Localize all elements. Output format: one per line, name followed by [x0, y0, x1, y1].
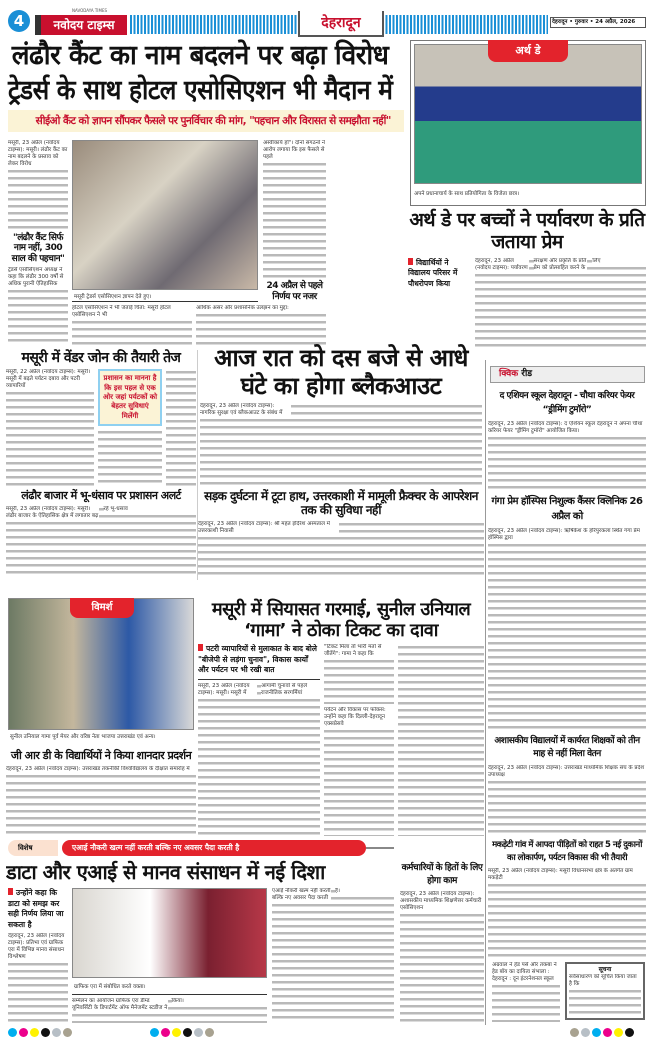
lead-photo [72, 140, 258, 290]
ai-banner: एआई नौकरी खत्म नहीं करती बल्कि नए अवसर पैदा करती है [72, 843, 240, 852]
ai-col-1 [8, 888, 68, 1023]
registration-marks-left [8, 1028, 72, 1037]
ai-headline-box [6, 859, 396, 885]
gama-bullet: पटरी व्यापारियों से मुलाकात के बाद बोले "बीजेपी से लड़ंगा चुनाव", विकास कार्यों और पर्यटन पर भी रखी बात [198, 644, 320, 676]
quick-read-label-b: रीड [521, 369, 533, 379]
masthead-small: NAVODAYA TIMES [72, 8, 108, 13]
quick-item-3-body: देहरादून, 23 अप्रैल (नवोदय टाइम्स): उत्तराखंड माध्यमिक शिक्षक संघ के प्रदेश उपाध्यक्ष [488, 765, 646, 835]
quick-read-header [490, 366, 645, 383]
ai-caption: ग्राफिक एरा में संबोधित करते वक्ता। [74, 984, 146, 990]
lead-subhead-2: 24 अप्रैल से पहले निर्णय पर नजर [266, 281, 323, 302]
ai-banner-box [62, 840, 366, 856]
lead-photo-caption: मसूरी ट्रेडर्स एसोसिएशन ज्ञापन देते हुए। [74, 294, 152, 300]
earthday-bullet: विद्यार्थियों ने विद्यालय परिसर में पौधरोपण किया [408, 258, 470, 347]
lead-subhead-band [8, 110, 404, 132]
gama-story [198, 600, 484, 836]
grd-headline: जी आर डी के विद्यार्थियों ने किया शानदार प्रदर्शन [10, 749, 192, 762]
accident-body: देहरादून, 23 अप्रैल (नवोदय टाइम्स): श्री महंत इंदिरेश अस्पताल में उत्तरकाशी निवासी [198, 521, 484, 578]
page-number: 4 [8, 10, 30, 32]
ai-label: विशेष [8, 840, 58, 856]
quick-bottom-body: अग्रवाल ने हेड पर्स और तकबा ने हेड बॉय का दायित्व संभाला : देहरादून : दून इंटरनेशनल स्कूल [492, 962, 560, 1022]
gama-headline: मसूरी में सियासत गरमाई, सुनील उनियाल ‘गामा’ ने ठोका टिकट का दावा [211, 599, 471, 641]
earthday-story [408, 210, 646, 347]
vendor-columns [6, 369, 196, 487]
lead-body-3: अस्वीकार्य हो"। दोनों संगठनों ने आरोप लगाया कि इस फैसले से पहले [263, 140, 326, 278]
gama-body-col [398, 644, 484, 836]
landour-headline: लंढौर बाजार में भू-धंसाव पर प्रशासन अलर्ट [21, 489, 181, 502]
quick-item-2-body: देहरादून, 23 अप्रैल (नवोदय टाइम्स): ऋषिकेश के हरिपुरकलां स्थित गंगा प्रेम हॉस्पिस द्वारा [488, 528, 646, 731]
registration-marks-right [570, 1028, 634, 1037]
vimarsh-caption: सुनील उनियाल गामा पूर्व मेयर और वरिष्ठ नेता भाजपा उत्तराखंड एवं अन्य। [10, 734, 156, 740]
vendor-callout-col [98, 369, 162, 487]
vendor-story [6, 350, 196, 487]
quick-read-list [488, 390, 646, 958]
staff-story [400, 862, 484, 1022]
accident-story [198, 490, 484, 578]
quick-item-4-body: मसूरी, 23 अप्रैल (नवोदय टाइम्स): मसूरी विधानसभा क्षेत्र के अंतर्गत ग्राम मकड़ेटी [488, 868, 646, 958]
earthday-body: देहरादून, 23 अप्रैल (नवोदय टाइम्स): पर्यावरण संरक्षण और प्रकृति के प्रति प्रेम को प्रोत्साहित करने के लिए [475, 258, 646, 347]
lead-headline-block [8, 40, 404, 132]
vimarsh-tab: विमर्श [70, 598, 134, 618]
gama-body: मसूरी, 23 अप्रैल (नवोदय टाइम्स): मसूरी। मसूरी में आगामी चुनावों से पहले राजनीतिक सरगर्मियां [198, 683, 320, 836]
lead-headline-1: लंढौर कैंट का नाम बदलने पर बढ़ा विरोध [11, 40, 389, 71]
notice-body: सर्वसाधारण को सूचित किया जाता है कि [569, 974, 641, 1016]
earthday-tab: अर्थ डे [488, 40, 568, 62]
staff-headline: कर्मचारियों के हितों के लिए होगा काम [401, 863, 483, 887]
earthday-headline: अर्थ डे पर बच्चों ने पर्यावरण के प्रति जताया प्रेम [409, 209, 645, 253]
quick-item-4-headline: मकड़ेटी गांव में आपदा पीड़ितों को राहत 5 नई दुकानों का लोकार्पण, पर्यटन विकास की भी तैयारी [492, 840, 642, 863]
staff-body: देहरादून, 23 अप्रैल (नवोदय टाइम्स): अशासकीय माध्यमिक शिक्षणेत्तर कर्मचारी एसोसिएशन [400, 891, 484, 1022]
ai-body-3: सम्मेलन का आयोजन ग्राफिक एरा डीम्ड यूनिवर्सिटी के डिपार्टमेंट ऑफ मैनेजमेंट स्टडीज ने किया। [72, 998, 267, 1023]
dateline: देहरादून • गुरुवार • 24 अप्रैल, 2026 [550, 17, 646, 28]
earthday-caption: अपने प्रधानाचार्य के साथ प्रतियोगिता के विजेता छात्र। [414, 191, 520, 197]
lead-col-3 [263, 140, 326, 302]
notice-box [565, 962, 645, 1020]
grd-story [6, 750, 196, 834]
blackout-headline: आज रात को दस बजे से आधे घंटे का होगा ब्लैकआउट [214, 344, 468, 400]
ai-headline: डाटा और एआई से मानव संसाधन में नई दिशा [6, 860, 325, 884]
landour-body: मसूरी, 23 अप्रैल (नवोदय टाइम्स): मसूरी। लंढौर बाजार के ऐतिहासिक क्षेत्र में लगातार बढ़ रहे भू-धंसाव [6, 506, 196, 576]
earthday-photo-box [410, 40, 646, 206]
gama-col-2 [324, 644, 394, 836]
vendor-body: मसूरी, 22 अप्रैल (नवोदय टाइम्स): मसूरी। मसूरी में बढ़ते पर्यटन दबाव और पटरी व्यापारियों [6, 369, 94, 487]
lead-subhead: सीईओ कैंट को ज्ञापन सौंपकर फैसले पर पुनर्विचार की मांग, "पहचान और विरासत से समझौता नहीं" [35, 115, 391, 127]
ai-photo [72, 888, 267, 978]
accident-headline: सड़क दुर्घटना में टूटा हाथ, उत्तरकाशी में मामूली फ्रैक्चर के आपरेशन तक की सुविधा नहीं [204, 489, 478, 517]
vendor-body-cont [98, 429, 162, 487]
quick-read-label-a: क्विक [499, 369, 519, 379]
gama-col-1 [198, 644, 320, 836]
grd-body: देहरादून, 23 अप्रैल (नवोदय टाइम्स): उत्तराखंड तकनीकी विश्वविद्यालय के दीक्षांत समारोह में [6, 766, 196, 834]
lead-pull-quote: "लंढौर कैंट सिर्फ नाम नहीं, 300 साल की पहचान" [11, 233, 65, 264]
gama-columns [198, 644, 484, 836]
vendor-headline: मसूरी में वेंडर जोन की तैयारी तेज [21, 350, 181, 366]
lead-col-1 [8, 140, 68, 345]
masthead-logo: नवोदय टाइम्स [35, 15, 127, 35]
quick-item-1-body: देहरादून, 23 अप्रैल (नवोदय टाइम्स): द एशियन स्कूल देहरादून ने अपना चौथा करियर फेयर "ड्रीमिंग टुमॉरो" आयोजित किया। [488, 421, 646, 491]
landour-story [6, 490, 196, 576]
lead-body-1: मसूरी, 23 अप्रैल (नवोदय टाइम्स): मसूरी। लंढौर कैंट का नाम बदलने के प्रस्ताव को लेकर विरोध [8, 140, 68, 230]
ai-body: देहरादून, 23 अप्रैल (नवोदय टाइम्स): प्रतिभा एवं ग्राफिक एरा में विभिन्न मानव संसाधन विश्लेषण [8, 933, 68, 1023]
vendor-body-col-3 [166, 369, 196, 487]
registration-marks-center [150, 1028, 214, 1037]
quick-item-2-headline: गंगा प्रेम हॉस्पिस निशुल्क कैंसर क्लिनिक 26 अप्रैल को [491, 496, 643, 522]
lead-body-5: आर्थिक असर और प्रशासनिक उलझन का मुद्दा: [196, 305, 326, 345]
quick-item-1-headline: द एशियन स्कूल देहरादून - चौथा करियर फेयर “ड्रीमिंग टुमॉरो” [499, 391, 635, 415]
gama-body-2: "टिकट मिला तो भारी मतों से जीतेंगे": गामा ने कहा कि [324, 644, 394, 704]
section-tab: देहरादून [298, 11, 384, 37]
notice-title: सूचना [598, 966, 612, 973]
ai-bullet: उन्होंने कहा कि डाटा को समझ कर सही निर्णय लिया जा सकता है [8, 888, 68, 930]
blackout-story [200, 345, 482, 487]
quick-item-3-headline: अशासकीय विद्यालयों में कार्यरत शिक्षकों को तीन माह से नहीं मिला वेतन [494, 736, 640, 760]
blackout-body: देहरादून, 23 अप्रैल (नवोदय टाइम्स): नागरिक सुरक्षा एवं ब्लैकआउट के संबंध में [200, 403, 482, 487]
earthday-photo [414, 44, 642, 184]
vendor-callout: प्रशासन का मानना है कि इस पहल से एक ओर जहां पर्यटकों को बेहतर सुविधाएं मिलेंगी [98, 369, 162, 426]
gama-body-3: पर्यटन और विकास पर फोकस: उन्होंने कहा कि दिल्ली-देहरादून एक्सप्रेसवे [324, 707, 394, 836]
lead-body-2: ट्रेडर्स एसोसिएशन अध्यक्ष ने कहा कि लंढौर 300 वर्षों से अधिक पुरानी ऐतिहासिक [8, 267, 68, 345]
earthday-columns [408, 258, 646, 347]
lead-headline-2: ट्रेडर्स के साथ होटल एसोसिएशन भी मैदान में [8, 75, 393, 106]
lead-body-4: होटल एसोसिएशन ने भी जताई चिंता: मसूरी होटल एसोसिएशन ने भी [72, 305, 192, 345]
ai-body-2: एआई नौकरी खत्म नहीं करती बल्कि नए अवसर पैदा करती है। [272, 888, 394, 1023]
